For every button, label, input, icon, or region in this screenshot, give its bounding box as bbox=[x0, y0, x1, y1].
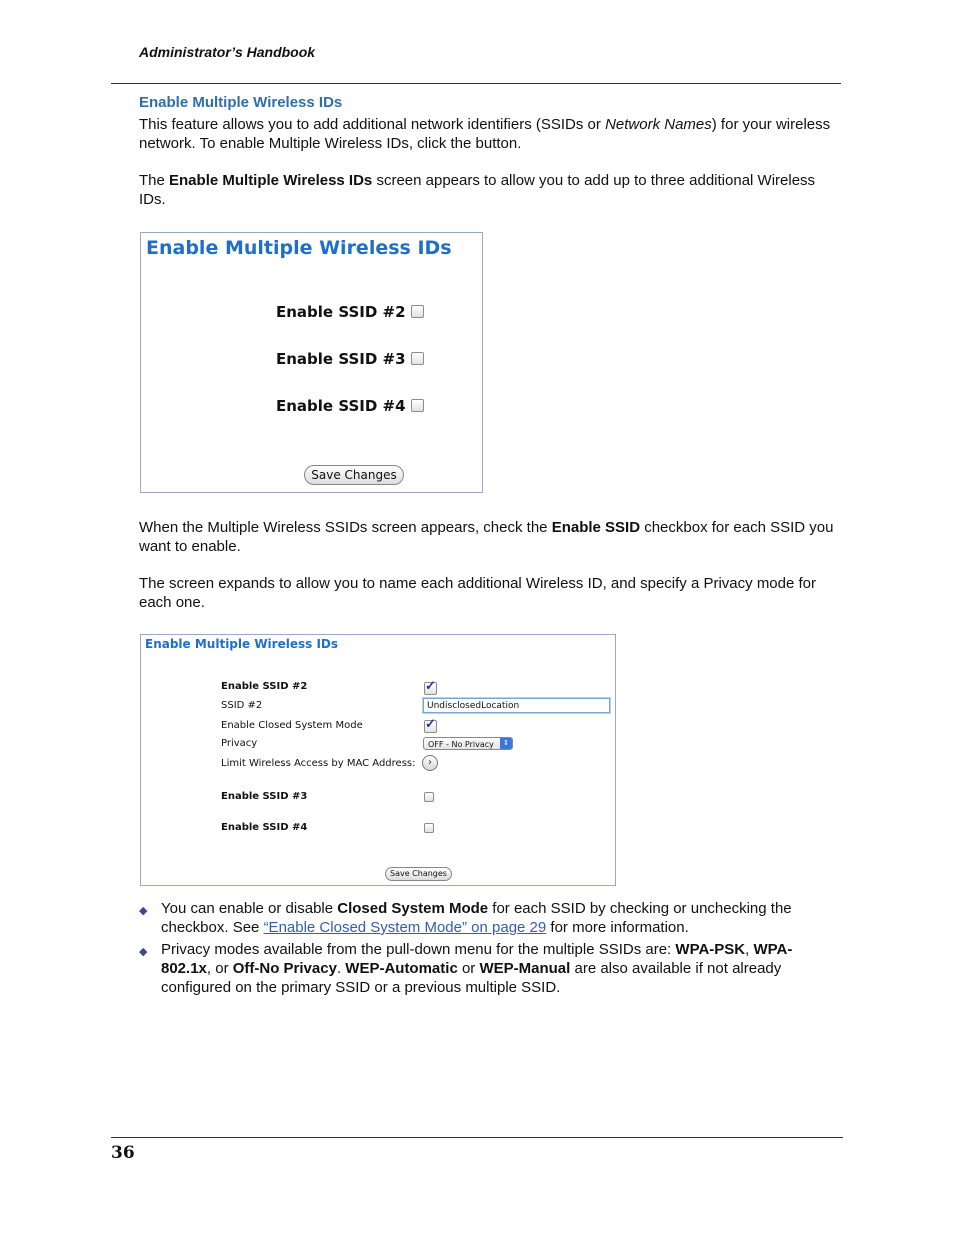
bullet2-sep1: , bbox=[745, 941, 754, 958]
closed-mode-checkbox[interactable] bbox=[424, 720, 437, 733]
para2-bold: Enable Multiple Wireless IDs bbox=[169, 172, 373, 189]
enable-ssid3-checkbox[interactable] bbox=[424, 792, 434, 802]
save-changes-button[interactable]: Save Changes bbox=[385, 867, 452, 881]
enable-ssid2-label: Enable SSID #2 bbox=[221, 681, 308, 692]
section-heading: Enable Multiple Wireless IDs bbox=[139, 94, 343, 111]
bullet2-wpa-psk: WPA-PSK bbox=[675, 941, 746, 958]
footer-rule bbox=[111, 1137, 843, 1138]
bullet1-text-b: for each SSID by checking or unchecking the checkbox. See bbox=[161, 900, 792, 936]
screenshot-expanded-ssids bbox=[140, 634, 616, 886]
para3-text-b: checkbox for each SSID you want to enable. bbox=[139, 519, 834, 555]
select-arrows-icon: ⇕ bbox=[500, 738, 512, 749]
mac-access-label: Limit Wireless Access by MAC Address: bbox=[221, 758, 416, 769]
privacy-select-value: OFF - No Privacy bbox=[428, 740, 494, 749]
bullet-privacy-modes bbox=[139, 940, 839, 997]
para2-text-b: screen appears to allow you to add up to three additional Wireless IDs. bbox=[139, 172, 816, 208]
para3-text-a: When the Multiple Wireless SSIDs screen appears, check the bbox=[139, 519, 552, 536]
screenshot-enable-multiple-ids bbox=[140, 232, 483, 493]
enable-ssid4-checkbox[interactable] bbox=[424, 823, 434, 833]
closed-mode-label: Enable Closed System Mode bbox=[221, 720, 363, 731]
bullet2-wep-automatic: WEP-Automatic bbox=[345, 960, 458, 977]
bullet2-off-no-privacy: Off-No Privacy bbox=[232, 960, 337, 977]
bullet1-bold: Closed System Mode bbox=[337, 900, 489, 917]
diamond-bullet-icon: ◆ bbox=[139, 946, 148, 958]
para3-bold: Enable SSID bbox=[551, 519, 641, 536]
ssid2-name-input[interactable]: UndisclosedLocation bbox=[423, 698, 610, 713]
ssid3-checkbox[interactable] bbox=[411, 352, 424, 365]
bullet2-text-a: Privacy modes available from the pull-down menu for the multiple SSIDs are: bbox=[161, 941, 676, 958]
paragraph-intro bbox=[139, 115, 841, 153]
bullet2-sep3: . bbox=[336, 960, 346, 977]
ssid2-checkbox[interactable] bbox=[411, 305, 424, 318]
header-rule bbox=[111, 83, 841, 84]
ssid2-name-label: SSID #2 bbox=[221, 700, 263, 711]
enable-ssid3-label: Enable SSID #3 bbox=[221, 791, 308, 802]
privacy-label: Privacy bbox=[221, 738, 258, 749]
bullet2-sep4: or bbox=[457, 960, 480, 977]
bullet1-text-c: for more information. bbox=[546, 919, 689, 936]
paragraph-check-enable bbox=[139, 518, 841, 556]
screenshot1-title: Enable Multiple Wireless IDs bbox=[146, 237, 452, 259]
diamond-bullet-icon: ◆ bbox=[139, 905, 148, 917]
para1-text-a: This feature allows you to add additional network identifiers (SSIDs or bbox=[139, 116, 606, 133]
screenshot2-title: Enable Multiple Wireless IDs bbox=[145, 637, 339, 651]
bullet1-text-a: You can enable or disable bbox=[161, 900, 338, 917]
bullet2-sep2: , or bbox=[206, 960, 233, 977]
paragraph-screen-appears bbox=[139, 171, 841, 209]
para1-text-b: ) for your wireless network. To enable Multiple Wireless IDs, click the button. bbox=[139, 116, 831, 152]
enable-ssid4-label: Enable SSID #4 bbox=[221, 822, 308, 833]
privacy-select[interactable] bbox=[423, 737, 513, 750]
ssid4-checkbox[interactable] bbox=[411, 399, 424, 412]
chevron-right-icon[interactable]: › bbox=[422, 755, 438, 771]
page-number: 36 bbox=[111, 1143, 135, 1163]
para1-italic: Network Names bbox=[605, 116, 712, 133]
bullet-closed-system bbox=[139, 899, 839, 937]
bullet2-wpa-8021x: WPA-802.1x bbox=[161, 941, 793, 977]
ssid2-row-label: Enable SSID #2 bbox=[276, 303, 406, 321]
ssid4-row-label: Enable SSID #4 bbox=[276, 397, 406, 415]
closed-mode-link[interactable]: “Enable Closed System Mode” on page 29 bbox=[263, 919, 547, 936]
ssid3-row-label: Enable SSID #3 bbox=[276, 350, 406, 368]
paragraph-screen-expands: The screen expands to allow you to name each additional Wireless ID, and specify a Privacy mode for each one. bbox=[139, 575, 817, 611]
bullet2-sep5: are also available if not already configured on the primary SSID or a previous multiple SSID. bbox=[161, 960, 782, 996]
bullet2-wep-manual: WEP-Manual bbox=[479, 960, 571, 977]
para2-text-a: The bbox=[139, 172, 170, 189]
enable-ssid2-checkbox[interactable] bbox=[424, 682, 437, 695]
running-head: Administrator’s Handbook bbox=[139, 44, 316, 60]
save-changes-button[interactable]: Save Changes bbox=[304, 465, 404, 485]
